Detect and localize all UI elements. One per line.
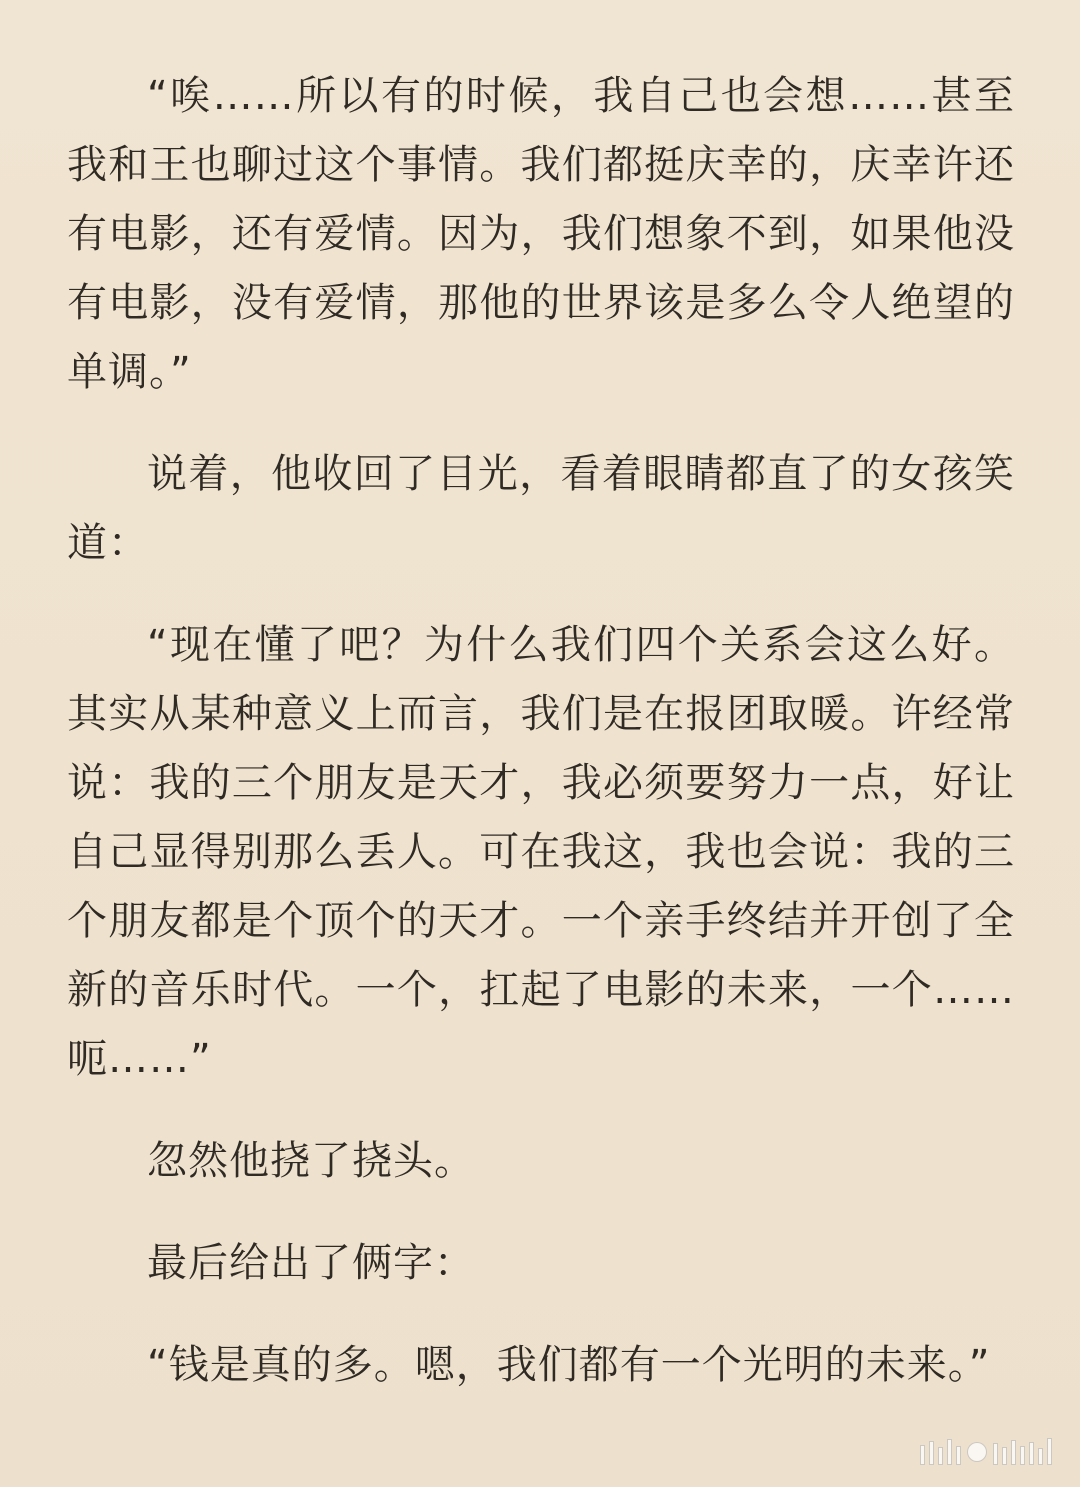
watermark-bar xyxy=(920,1445,925,1465)
watermark-bar xyxy=(1038,1448,1043,1465)
paragraph-6: “钱是真的多。嗯，我们都有一个光明的未来。” xyxy=(147,1342,991,1388)
paragraph-4: 忽然他挠了挠头。 xyxy=(147,1138,475,1184)
watermark-bar xyxy=(1011,1440,1016,1465)
watermark-bar xyxy=(956,1446,961,1465)
watermark-dot-icon xyxy=(967,1442,987,1462)
paragraph-3: “现在懂了吧？为什么我们四个关系会这么好。其实从某种意义上而言，我们是在报团取暖。许经常说：我的三个朋友是天才，我必须要努力一点，好让自己显得别那么丢人。可在我这，我也会说：我的三个朋友都是个顶个的天才。一个亲手终结并开创了全新的音乐时代。一个，扛起了电影的未来，一个……呃……” xyxy=(67,622,1015,1082)
watermark-bar xyxy=(947,1439,952,1465)
paragraph-1: “唉……所以有的时候，我自己也会想……甚至我和王也聊过这个事情。我们都挺庆幸的，庆幸许还有电影，还有爱情。因为，我们想象不到，如果他没有电影，没有爱情，那他的世界该是多么令人绝望的单调。” xyxy=(67,73,1015,395)
paragraph-5: 最后给出了俩字： xyxy=(147,1240,475,1286)
watermark-bar xyxy=(1047,1438,1052,1465)
paragraph-2: 说着，他收回了目光，看着眼睛都直了的女孩笑道： xyxy=(67,451,1015,566)
watermark-bar xyxy=(938,1447,943,1465)
watermark-bar xyxy=(1020,1446,1025,1465)
barcode-watermark-icon xyxy=(920,1431,1052,1465)
article-body xyxy=(67,62,1015,1400)
watermark-bar xyxy=(1029,1442,1034,1465)
watermark-bar xyxy=(1002,1447,1007,1465)
watermark-bar xyxy=(929,1441,934,1465)
watermark-bar xyxy=(993,1443,998,1465)
